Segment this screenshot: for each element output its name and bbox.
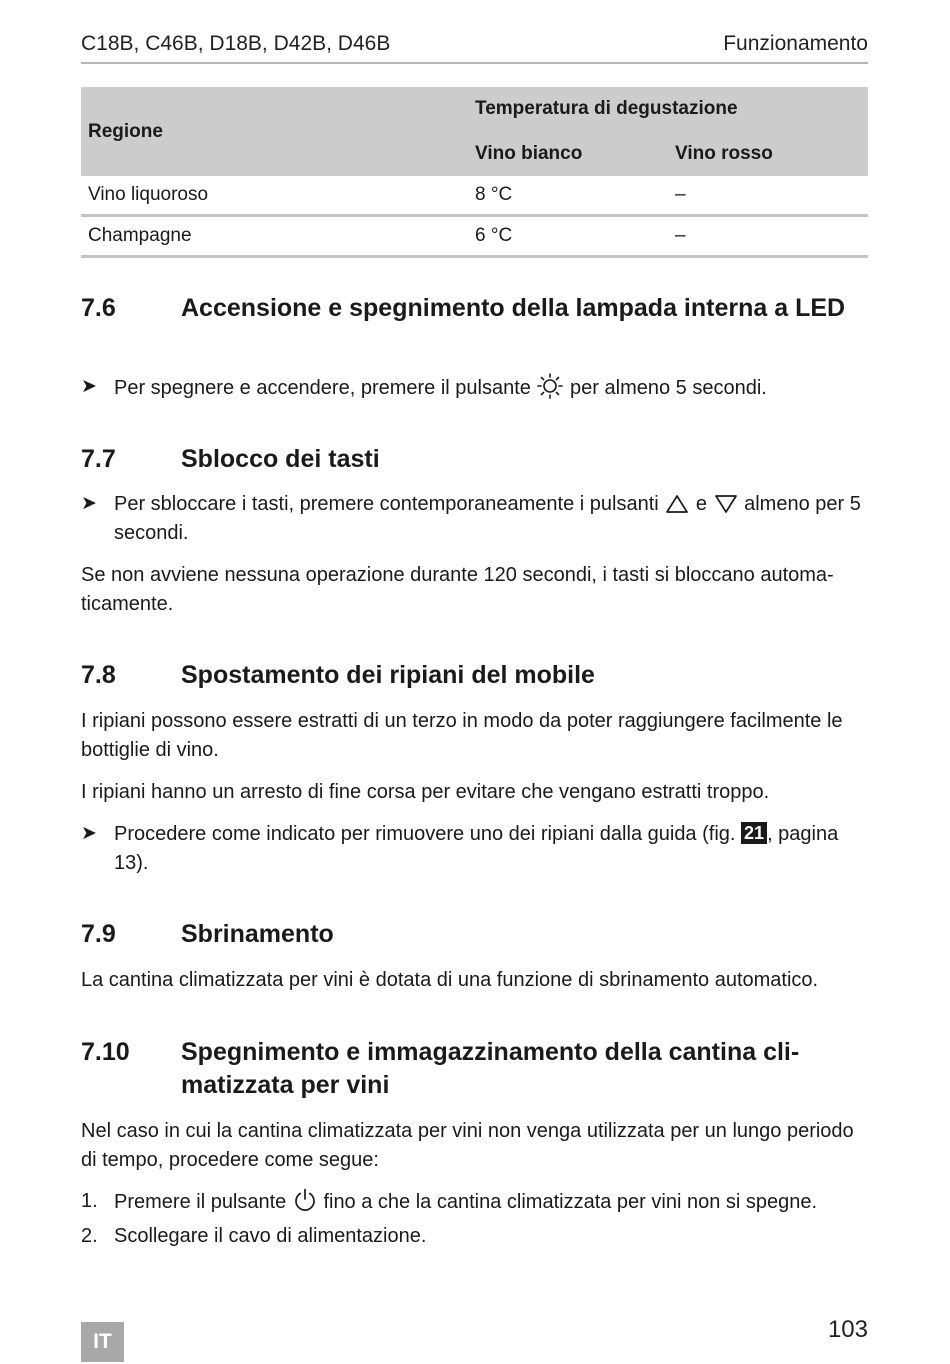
heading-7-10 — [81, 1036, 868, 1102]
instruction-text: Scollegare il cavo di alimentazione. — [114, 1225, 427, 1247]
instruction-text: Per spegnere e accendere, premere il pulsante — [114, 377, 531, 399]
paragraph-auto-lock: Se non avviene nessuna operazione durante 120 secondi, i tasti si bloccano automa-ticamente. — [81, 564, 834, 615]
arrowhead-icon: ➤ — [81, 493, 97, 514]
page-header — [81, 30, 868, 64]
section-number: 7.10 — [81, 1038, 130, 1066]
header-models: C18B, C46B, D18B, D42B, D46B — [81, 32, 391, 55]
instruction-unlock — [81, 490, 868, 547]
section-number: 7.7 — [81, 445, 116, 473]
section-title: Spegnimento e immagazzinamento della cantina cli-matizzata per vini — [181, 1038, 800, 1099]
instruction-remove-shelf — [81, 820, 868, 877]
instruction-text: Procedere come indicato per rimuovere uno dei ripiani dalla guida (fig. — [114, 823, 736, 845]
cell-region: Champagne — [81, 216, 468, 257]
list-item — [81, 1222, 868, 1251]
cell-white: 8 °C — [468, 176, 668, 216]
col-region-header: Regione — [81, 87, 468, 176]
section-number: 7.6 — [81, 294, 116, 322]
tasting-temperature-table — [81, 87, 868, 258]
document-page — [81, 0, 868, 1364]
triangle-up-icon — [664, 493, 690, 515]
instruction-text: per almeno 5 secondi. — [570, 377, 767, 399]
section-title: Spostamento dei ripiani del mobile — [181, 661, 595, 689]
instruction-text: e — [695, 493, 707, 515]
header-section: Funzionamento — [723, 32, 868, 55]
cell-red: – — [668, 216, 868, 257]
language-tab: IT — [81, 1322, 124, 1362]
col-red-header: Vino rosso — [668, 131, 868, 176]
table-row — [81, 176, 868, 216]
col-group-header: Temperatura di degustazione — [468, 87, 868, 131]
paragraph-defrost: La cantina climatizzata per vini è dotata di una funzione di sbrinamento automatico. — [81, 969, 819, 991]
instruction-text: Premere il pulsante — [114, 1191, 287, 1213]
section-title: Sblocco dei tasti — [181, 445, 380, 473]
heading-7-6 — [81, 292, 868, 325]
sun-icon — [536, 373, 564, 399]
instruction-text: fino a che la cantina climatizzata per vini non si spegne. — [323, 1191, 818, 1213]
table-row — [81, 216, 868, 257]
arrowhead-icon: ➤ — [81, 823, 97, 844]
cell-region: Vino liquoroso — [81, 176, 468, 216]
power-icon — [292, 1187, 318, 1213]
list-item — [81, 1187, 868, 1217]
instruction-text: almeno per 5 secondi. — [114, 493, 861, 544]
page-number: 103 — [827, 1316, 868, 1343]
heading-7-7 — [81, 443, 868, 476]
triangle-down-icon — [713, 493, 739, 515]
section-title: Sbrinamento — [181, 920, 334, 948]
section-number: 7.8 — [81, 661, 116, 689]
instruction-text: , pagina 13). — [114, 823, 839, 874]
list-number: 2. — [81, 1225, 98, 1247]
heading-7-9 — [81, 918, 868, 951]
cell-white: 6 °C — [468, 216, 668, 257]
col-white-header: Vino bianco — [468, 131, 668, 176]
paragraph-storage: Nel caso in cui la cantina climatizzata per vini non venga utilizzata per un lungo periodo di tempo, procedere come segue: — [81, 1120, 854, 1171]
section-title: Accensione e spegnimento della lampada interna a LED — [181, 294, 846, 322]
paragraph-shelf-stop: I ripiani hanno un arresto di fine corsa per evitare che vengano estratti troppo. — [81, 781, 770, 803]
instruction-text: Per sbloccare i tasti, premere contemporaneamente i pulsanti — [114, 493, 659, 515]
heading-7-8 — [81, 659, 868, 692]
cell-red: – — [668, 176, 868, 216]
figure-reference: 21 — [741, 822, 767, 844]
arrowhead-icon: ➤ — [81, 376, 97, 397]
paragraph-shelves: I ripiani possono essere estratti di un terzo in modo da poter raggiungere facilmente le bottiglie di vino. — [81, 710, 843, 761]
section-number: 7.9 — [81, 920, 116, 948]
instruction-led — [81, 373, 868, 403]
list-number: 1. — [81, 1190, 98, 1212]
